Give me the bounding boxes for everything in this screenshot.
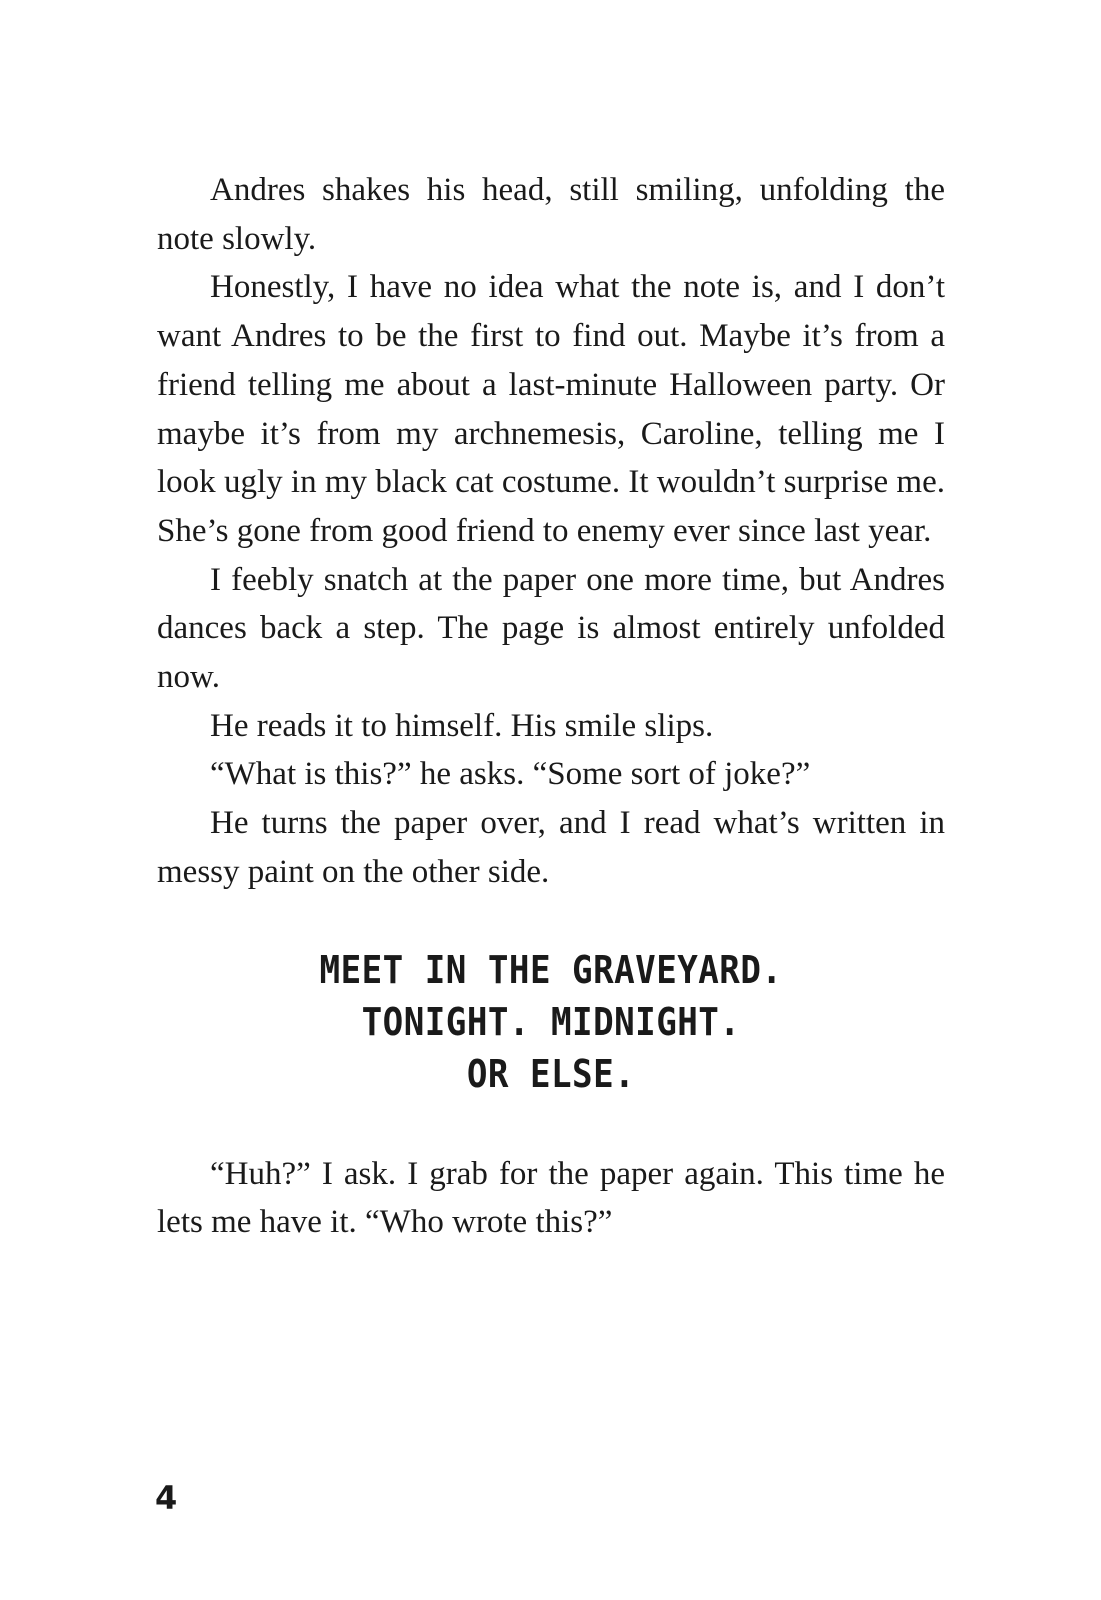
note-line: OR ELSE.	[466, 1051, 636, 1096]
paragraph: He turns the paper over, and I read what’s written in messy paint on the other side.	[157, 805, 945, 890]
page-body	[157, 166, 945, 1247]
note-line: TONIGHT. MIDNIGHT.	[361, 999, 741, 1044]
page-number: 4	[155, 1479, 178, 1517]
paragraph: “What is this?” he asks. “Some sort of joke?”	[210, 756, 811, 793]
paragraph: Honestly, I have no idea what the note is, and I don’t want Andres to be the first to find out. Maybe it’s from a friend telling me about a last-minute Halloween party. Or maybe it’s from my archnemesis, Caroline, telling me I look ugly in my black cat costume. It wouldn’t surprise me. She’s gone from good friend to enemy ever since last year.	[157, 269, 945, 549]
paragraph: “Huh?” I ask. I grab for the paper again. This time he lets me have it. “Who wrote this?”	[157, 1155, 945, 1241]
painted-note	[196, 944, 905, 1100]
paragraph: Andres shakes his head, still smiling, unfolding the note slowly.	[157, 172, 945, 257]
paragraph: He reads it to himself. His smile slips.	[210, 707, 714, 744]
paragraph: I feebly snatch at the paper one more time, but Andres dances back a step. The page is almost entirely unfolded now.	[157, 561, 945, 696]
note-line: MEET IN THE GRAVEYARD.	[319, 947, 783, 992]
